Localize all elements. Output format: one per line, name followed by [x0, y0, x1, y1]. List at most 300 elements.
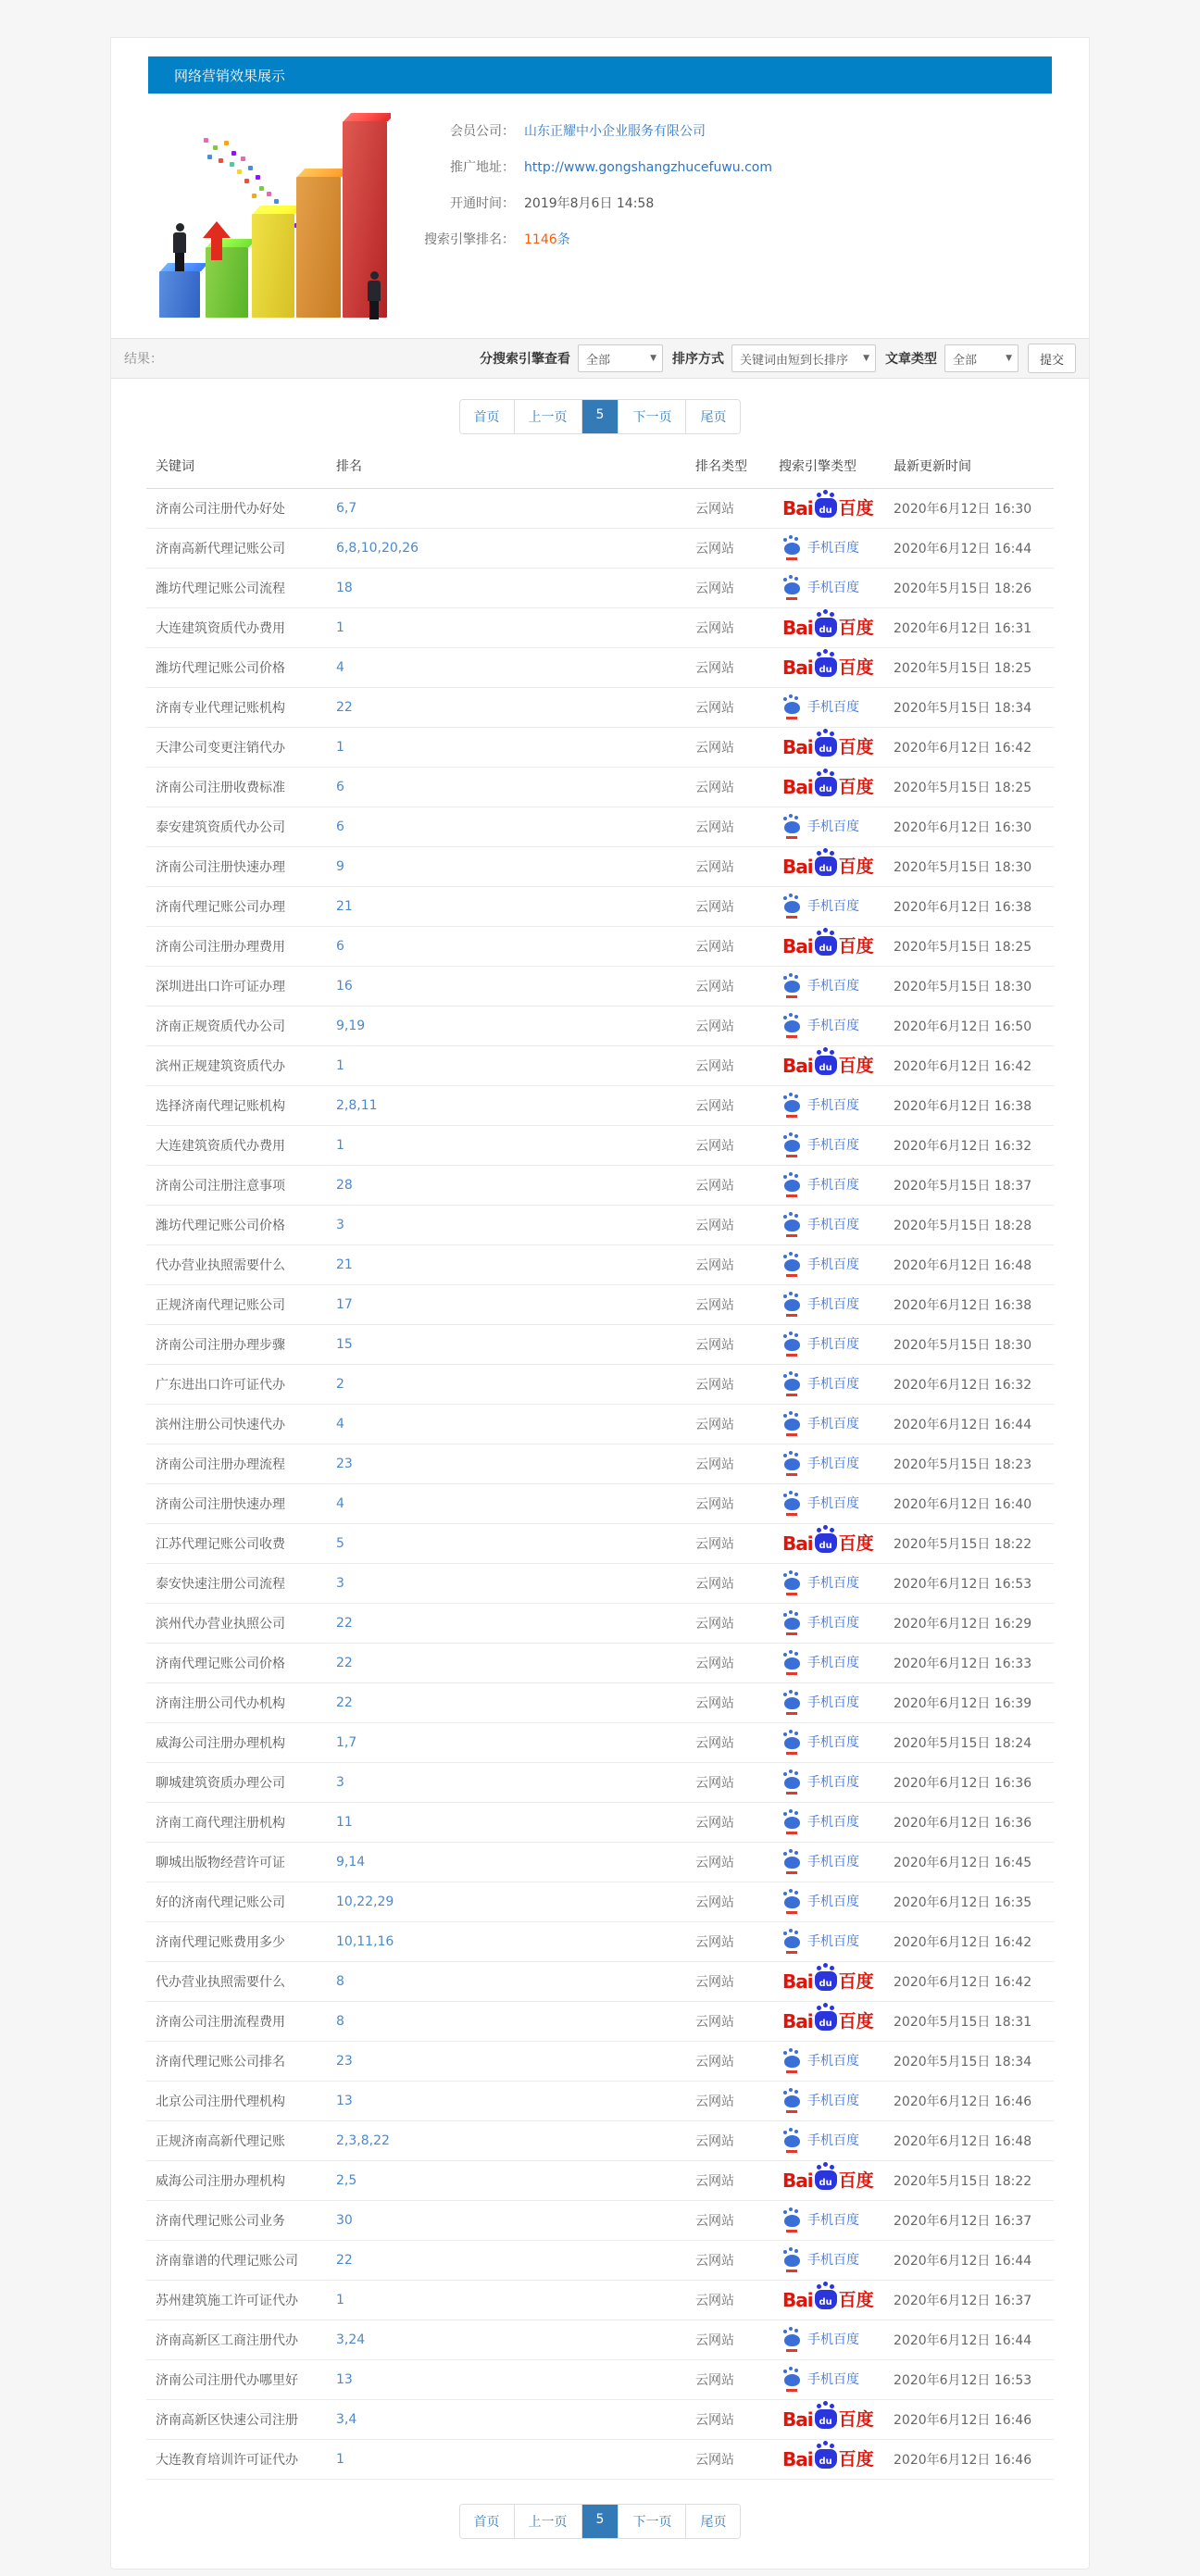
page-item-1[interactable]: 上一页 [514, 400, 581, 433]
update-time-cell: 2020年6月12日 16:38 [894, 900, 1032, 915]
mobile-baidu-label: 手机百度 [807, 1894, 859, 1909]
info-row [411, 194, 772, 212]
engine-cell [779, 1971, 894, 1992]
page-item-2[interactable]: 5 [581, 400, 619, 433]
keyword-cell: 潍坊代理记账公司价格 [156, 661, 285, 676]
mobile-baidu-logo-icon [784, 1732, 859, 1751]
keyword-cell: 济南公司注册办理费用 [156, 940, 285, 955]
rank-type-cell: 云网站 [695, 1378, 734, 1393]
mobile-baidu-paw-icon [784, 901, 800, 913]
rank-type-cell: 云网站 [695, 1935, 734, 1950]
mobile-baidu-logo-icon [784, 2131, 859, 2149]
rank-cell[interactable]: 17 [336, 1297, 353, 1312]
table-row [146, 2281, 1054, 2320]
info-value: 2019年8月6日 14:58 [524, 196, 655, 211]
filter-bar [111, 338, 1089, 379]
mobile-baidu-logo-icon [784, 1852, 859, 1870]
update-time-cell: 2020年6月12日 16:46 [894, 2453, 1032, 2468]
mobile-baidu-label: 手机百度 [807, 1496, 859, 1511]
businessperson-figure [367, 271, 381, 319]
rank-cell[interactable]: 6,7 [336, 501, 357, 516]
engine-cell [779, 1135, 894, 1156]
engine-cell [779, 1255, 894, 1275]
mobile-baidu-label: 手机百度 [807, 1218, 859, 1232]
keyword-cell: 滨州注册公司快速代办 [156, 1418, 285, 1432]
rank-cell[interactable]: 18 [336, 581, 353, 595]
rank-type-cell: 云网站 [695, 860, 734, 875]
mobile-baidu-label: 手机百度 [807, 1934, 859, 1949]
rank-type-cell: 云网站 [695, 1139, 734, 1154]
page-item-3[interactable]: 下一页 [618, 400, 685, 433]
rank-type-cell: 云网站 [695, 1577, 734, 1592]
table-row [146, 1484, 1054, 1524]
engine-cell [779, 1454, 894, 1474]
rank-cell[interactable]: 9 [336, 859, 344, 874]
update-time-cell: 2020年6月12日 16:44 [894, 542, 1032, 556]
rank-cell[interactable]: 2,3,8,22 [336, 2133, 390, 2148]
engine-cell [779, 538, 894, 558]
baidu-paw-icon: du [815, 1056, 837, 1075]
rank-type-cell: 云网站 [695, 1219, 734, 1233]
baidu-logo-name: 百度 [838, 737, 874, 757]
keyword-cell: 济南公司注册注意事项 [156, 1179, 285, 1194]
baidu-paw-icon: du [815, 777, 837, 796]
engine-cell [779, 1374, 894, 1394]
rank-type-cell: 云网站 [695, 542, 734, 556]
rank-cell[interactable]: 2 [336, 1377, 344, 1392]
baidu-logo-bai: Bai [782, 935, 813, 957]
rank-cell[interactable]: 13 [336, 2094, 353, 2108]
update-time-cell: 2020年6月12日 16:39 [894, 1696, 1032, 1711]
table-row [146, 1086, 1054, 1126]
table-row [146, 1166, 1054, 1206]
page-item-1[interactable]: 上一页 [514, 2505, 581, 2538]
keyword-cell: 济南高新区工商注册代办 [156, 2333, 298, 2348]
rank-cell[interactable]: 1 [336, 1138, 344, 1153]
results-table [146, 444, 1054, 2480]
rank-cell[interactable]: 9,14 [336, 1855, 366, 1869]
sort-select[interactable] [731, 344, 876, 372]
rank-cell[interactable]: 4 [336, 1496, 344, 1511]
update-time-cell: 2020年6月12日 16:44 [894, 2254, 1032, 2269]
mobile-baidu-paw-icon [784, 1379, 800, 1391]
info-row [411, 121, 772, 140]
engine-cell [779, 1533, 894, 1554]
rank-cell[interactable]: 1 [336, 2452, 344, 2467]
column-header: 排名 [336, 459, 362, 474]
engine-cell [779, 1573, 894, 1594]
mobile-baidu-logo-icon [784, 1812, 859, 1831]
engine-cell [779, 2170, 894, 2191]
chevron-down-icon: ▼ [650, 354, 656, 363]
rank-cell[interactable]: 5 [336, 1536, 344, 1551]
rank-type-cell: 云网站 [695, 2015, 734, 2030]
baidu-logo-bai: Bai [782, 776, 813, 798]
keyword-cell: 济南公司注册代办好处 [156, 502, 285, 517]
rank-type-cell: 云网站 [695, 1895, 734, 1910]
table-row [146, 2360, 1054, 2400]
rank-cell[interactable]: 3 [336, 1775, 344, 1790]
update-time-cell: 2020年6月12日 16:45 [894, 1856, 1032, 1870]
mobile-baidu-label: 手机百度 [807, 2253, 859, 2268]
mobile-baidu-logo-icon [784, 1454, 859, 1472]
update-time-cell: 2020年6月12日 16:40 [894, 1497, 1032, 1512]
keyword-cell: 聊城出版物经营许可证 [156, 1856, 285, 1870]
baidu-paw-icon: du [815, 1971, 837, 1991]
engine-cell [779, 498, 894, 519]
mobile-baidu-label: 手机百度 [807, 2332, 859, 2347]
baidu-logo-bai: Bai [782, 2408, 813, 2431]
mobile-baidu-paw-icon [784, 1498, 800, 1510]
keyword-cell: 济南专业代理记账机构 [156, 701, 285, 716]
mobile-baidu-label: 手机百度 [807, 1138, 859, 1153]
table-row [146, 688, 1054, 728]
rank-type-cell: 云网站 [695, 1816, 734, 1831]
rank-cell[interactable]: 16 [336, 979, 353, 994]
engine-cell [779, 896, 894, 917]
rank-cell[interactable]: 3,4 [336, 2412, 357, 2427]
rank-cell[interactable]: 6 [336, 780, 344, 794]
engine-cell [779, 777, 894, 797]
rank-cell[interactable]: 22 [336, 1695, 353, 1710]
page-item-4[interactable]: 尾页 [685, 400, 740, 433]
baidu-paw-icon: du [815, 1533, 837, 1553]
mobile-baidu-paw-icon [784, 1737, 800, 1749]
table-row [146, 1126, 1054, 1166]
page-item-0[interactable]: 首页 [460, 400, 514, 433]
update-time-cell: 2020年5月15日 18:30 [894, 980, 1032, 994]
baidu-logo-icon [782, 737, 874, 757]
rank-cell[interactable]: 3 [336, 1218, 344, 1232]
table-row [146, 887, 1054, 927]
table-row [146, 1285, 1054, 1325]
table-row [146, 927, 1054, 967]
rank-type-cell: 云网站 [695, 1059, 734, 1074]
rank-type-cell: 云网站 [695, 2254, 734, 2269]
mobile-baidu-paw-icon [784, 2095, 800, 2107]
mobile-baidu-logo-icon [784, 1135, 859, 1154]
update-time-cell: 2020年6月12日 16:36 [894, 1776, 1032, 1791]
rank-cell[interactable]: 13 [336, 2372, 353, 2387]
rank-cell[interactable]: 22 [336, 2253, 353, 2268]
rank-cell[interactable]: 8 [336, 2014, 344, 2029]
engine-cell [779, 2011, 894, 2032]
page-item-4[interactable]: 尾页 [685, 2505, 740, 2538]
mobile-baidu-label: 手机百度 [807, 2372, 859, 2387]
baidu-logo-bai: Bai [782, 2170, 813, 2192]
table-row [146, 728, 1054, 768]
mobile-baidu-paw-icon [784, 1578, 800, 1590]
keyword-cell: 广东进出口许可证代办 [156, 1378, 285, 1393]
table-row [146, 1046, 1054, 1086]
rank-cell[interactable]: 3,24 [336, 2332, 366, 2347]
update-time-cell: 2020年5月15日 18:28 [894, 1219, 1032, 1233]
baidu-logo-name: 百度 [838, 498, 874, 519]
rank-type-cell: 云网站 [695, 1019, 734, 1034]
rank-type-cell: 云网站 [695, 701, 734, 716]
engine-cell [779, 1175, 894, 1195]
baidu-logo-name: 百度 [838, 2449, 874, 2470]
column-header: 搜索引擎类型 [779, 459, 856, 474]
mobile-baidu-label: 手机百度 [807, 1815, 859, 1830]
update-time-cell: 2020年6月12日 16:30 [894, 820, 1032, 835]
rank-cell[interactable]: 6 [336, 819, 344, 834]
engine-cell [779, 2131, 894, 2151]
mobile-baidu-paw-icon [784, 1896, 800, 1908]
rank-type-cell: 云网站 [695, 820, 734, 835]
rank-type-cell: 云网站 [695, 621, 734, 636]
mobile-baidu-label: 手机百度 [807, 581, 859, 595]
engine-cell [779, 1294, 894, 1315]
keyword-cell: 济南注册公司代办机构 [156, 1696, 285, 1711]
rank-cell[interactable]: 9,19 [336, 1019, 366, 1033]
keyword-cell: 大连建筑资质代办费用 [156, 1139, 285, 1154]
update-time-cell: 2020年6月12日 16:35 [894, 1895, 1032, 1910]
rank-cell[interactable]: 4 [336, 1417, 344, 1432]
update-time-cell: 2020年5月15日 18:23 [894, 1457, 1032, 1472]
rank-type-cell: 云网站 [695, 980, 734, 994]
keyword-cell: 潍坊代理记账公司价格 [156, 1219, 285, 1233]
mobile-baidu-label: 手机百度 [807, 541, 859, 556]
table-row [146, 1604, 1054, 1644]
rank-cell[interactable]: 1 [336, 620, 344, 635]
update-time-cell: 2020年6月12日 16:31 [894, 621, 1032, 636]
baidu-logo-bai: Bai [782, 2289, 813, 2311]
mobile-baidu-paw-icon [784, 1299, 800, 1311]
engine-filter-value: 全部 [585, 353, 610, 368]
mobile-baidu-logo-icon [784, 1414, 859, 1432]
mobile-baidu-label: 手机百度 [807, 1616, 859, 1631]
rank-cell[interactable]: 1 [336, 740, 344, 755]
rank-cell[interactable]: 22 [336, 1656, 353, 1670]
mobile-baidu-paw-icon [784, 2374, 800, 2386]
mobile-baidu-logo-icon [784, 1693, 859, 1711]
mobile-baidu-logo-icon [784, 2250, 859, 2269]
info-label: 会员公司： [450, 124, 515, 139]
rank-cell[interactable]: 2,8,11 [336, 1098, 378, 1113]
mobile-baidu-paw-icon [784, 1100, 800, 1112]
rank-cell[interactable]: 10,22,29 [336, 1894, 394, 1909]
mobile-baidu-label: 手机百度 [807, 1775, 859, 1790]
update-time-cell: 2020年6月12日 16:42 [894, 1059, 1032, 1074]
table-row [146, 1564, 1054, 1604]
mobile-baidu-paw-icon [784, 821, 800, 833]
mobile-baidu-paw-icon [784, 1180, 800, 1192]
rank-type-cell: 云网站 [695, 2413, 734, 2428]
mobile-baidu-paw-icon [784, 1458, 800, 1470]
table-row [146, 1444, 1054, 1484]
update-time-cell: 2020年5月15日 18:31 [894, 2015, 1032, 2030]
main-card [110, 37, 1090, 2570]
engine-cell [779, 2250, 894, 2270]
keyword-cell: 威海公司注册办理机构 [156, 1736, 285, 1751]
info-value[interactable]: http://www.gongshangzhucefuwu.com [524, 160, 773, 175]
rank-cell[interactable]: 15 [336, 1337, 353, 1352]
title-bar [148, 56, 1052, 94]
page-item-0[interactable]: 首页 [460, 2505, 514, 2538]
page-title: 网络营销效果展示 [174, 67, 286, 84]
mobile-baidu-label: 手机百度 [807, 1257, 859, 1272]
table-row [146, 1803, 1054, 1843]
rank-cell[interactable]: 4 [336, 660, 344, 675]
mobile-baidu-paw-icon [784, 1618, 800, 1630]
engine-cell [779, 976, 894, 996]
baidu-logo-name: 百度 [838, 2409, 874, 2430]
table-row [146, 1524, 1054, 1564]
keyword-cell: 江苏代理记账公司收费 [156, 1537, 285, 1552]
rank-type-cell: 云网站 [695, 1258, 734, 1273]
mobile-baidu-paw-icon [784, 1936, 800, 1948]
keyword-cell: 济南公司注册流程费用 [156, 2015, 285, 2030]
rank-cell[interactable]: 1 [336, 2293, 344, 2307]
mobile-baidu-logo-icon [784, 1374, 859, 1393]
rank-cell[interactable]: 28 [336, 1178, 353, 1193]
rank-cell[interactable]: 3 [336, 1576, 344, 1591]
mobile-baidu-label: 手机百度 [807, 2213, 859, 2228]
baidu-logo-bai: Bai [782, 1970, 813, 1993]
keyword-cell: 济南高新代理记账公司 [156, 542, 285, 556]
mobile-baidu-label: 手机百度 [807, 899, 859, 914]
mobile-baidu-logo-icon [784, 2091, 859, 2109]
update-time-cell: 2020年6月12日 16:46 [894, 2095, 1032, 2109]
table-row [146, 569, 1054, 608]
rank-type-cell: 云网站 [695, 2095, 734, 2109]
keyword-cell: 济南正规资质代办公司 [156, 1019, 285, 1034]
mobile-baidu-paw-icon [784, 2135, 800, 2147]
rank-cell[interactable]: 21 [336, 1257, 353, 1272]
mobile-baidu-label: 手机百度 [807, 1297, 859, 1312]
keyword-cell: 正规济南代理记账公司 [156, 1298, 285, 1313]
rank-cell[interactable]: 11 [336, 1815, 353, 1830]
baidu-logo-icon [782, 2290, 874, 2309]
engine-cell [779, 2210, 894, 2231]
rank-cell[interactable]: 2,5 [336, 2173, 357, 2188]
engine-cell [779, 2051, 894, 2071]
mobile-baidu-paw-icon [784, 1419, 800, 1431]
baidu-paw-icon: du [815, 737, 837, 757]
rank-cell[interactable]: 30 [336, 2213, 353, 2228]
keyword-cell: 正规济南高新代理记账 [156, 2134, 285, 2149]
sort-value: 关键词由短到长排序 [739, 353, 848, 368]
rank-cell[interactable]: 1,7 [336, 1735, 357, 1750]
submit-button[interactable]: 提交 [1028, 344, 1076, 373]
baidu-paw-icon: du [815, 2449, 837, 2469]
engine-cell [779, 697, 894, 718]
rank-cell[interactable]: 22 [336, 700, 353, 715]
page-item-2[interactable]: 5 [581, 2505, 619, 2538]
column-header: 最新更新时间 [894, 459, 971, 474]
rank-cell[interactable]: 6,8,10,20,26 [336, 541, 419, 556]
update-time-cell: 2020年5月15日 18:30 [894, 860, 1032, 875]
engine-cell [779, 657, 894, 678]
mobile-baidu-label: 手机百度 [807, 1576, 859, 1591]
rank-type-cell: 云网站 [695, 1856, 734, 1870]
info-section [111, 94, 1089, 332]
update-time-cell: 2020年6月12日 16:29 [894, 1617, 1032, 1632]
engine-cell [779, 1772, 894, 1793]
baidu-paw-icon: du [815, 936, 837, 956]
engine-cell [779, 1414, 894, 1434]
table-row [146, 1843, 1054, 1882]
rank-cell[interactable]: 22 [336, 1616, 353, 1631]
baidu-logo-name: 百度 [838, 857, 874, 877]
info-value[interactable]: 山东正耀中小企业服务有限公司 [524, 124, 706, 139]
table-row [146, 967, 1054, 1007]
rank-type-cell: 云网站 [695, 2214, 734, 2229]
update-time-cell: 2020年5月15日 18:30 [894, 1338, 1032, 1353]
baidu-logo-name: 百度 [838, 657, 874, 678]
table-row [146, 2002, 1054, 2042]
mobile-baidu-logo-icon [784, 2330, 859, 2348]
baidu-paw-icon: du [815, 2290, 837, 2309]
keyword-cell: 济南高新区快速公司注册 [156, 2413, 298, 2428]
mobile-baidu-paw-icon [784, 1020, 800, 1032]
info-list [411, 108, 772, 321]
keyword-cell: 济南公司注册办理流程 [156, 1457, 285, 1472]
rank-cell[interactable]: 10,11,16 [336, 1934, 394, 1949]
baidu-logo-bai: Bai [782, 736, 813, 758]
engine-cell [779, 618, 894, 638]
rank-cell[interactable]: 21 [336, 899, 353, 914]
page-item-3[interactable]: 下一页 [618, 2505, 685, 2538]
info-row [411, 230, 772, 248]
engine-cell [779, 2370, 894, 2390]
baidu-logo-bai: Bai [782, 2010, 813, 2032]
update-time-cell: 2020年6月12日 16:36 [894, 1816, 1032, 1831]
info-label: 搜索引擎排名： [424, 232, 515, 247]
keyword-cell: 代办营业执照需要什么 [156, 1975, 285, 1990]
mobile-baidu-paw-icon [784, 1140, 800, 1152]
keyword-cell: 济南代理记账公司排名 [156, 2055, 285, 2070]
baidu-logo-bai: Bai [782, 617, 813, 639]
engine-cell [779, 2409, 894, 2430]
table-row [146, 529, 1054, 569]
engine-filter-select[interactable] [578, 344, 663, 372]
table-row [146, 847, 1054, 887]
keyword-cell: 济南公司注册代办哪里好 [156, 2373, 298, 2388]
update-time-cell: 2020年6月12日 16:46 [894, 2413, 1032, 2428]
chart-bar-blue [159, 271, 200, 318]
baidu-logo-name: 百度 [838, 2170, 874, 2191]
up-arrow-icon [211, 236, 222, 260]
engine-cell [779, 1812, 894, 1832]
rank-type-cell: 云网站 [695, 2134, 734, 2149]
rank-type-cell: 云网站 [695, 581, 734, 596]
rank-type-cell: 云网站 [695, 502, 734, 517]
baidu-paw-icon: du [815, 857, 837, 876]
update-time-cell: 2020年6月12日 16:53 [894, 1577, 1032, 1592]
table-row [146, 2082, 1054, 2121]
rank-cell[interactable]: 8 [336, 1974, 344, 1989]
update-time-cell: 2020年6月12日 16:50 [894, 1019, 1032, 1034]
article-type-label: 文章类型 [884, 352, 937, 367]
mobile-baidu-logo-icon [784, 1095, 859, 1114]
mobile-baidu-paw-icon [784, 2334, 800, 2346]
update-time-cell: 2020年6月12日 16:44 [894, 2333, 1032, 2348]
mobile-baidu-logo-icon [784, 2210, 859, 2229]
rank-cell[interactable]: 6 [336, 939, 344, 954]
table-row [146, 2121, 1054, 2161]
update-time-cell: 2020年5月15日 18:26 [894, 581, 1032, 596]
rank-cell[interactable]: 23 [336, 2054, 353, 2069]
info-row [411, 157, 772, 176]
mobile-baidu-logo-icon [784, 1613, 859, 1632]
article-type-select[interactable] [944, 344, 1019, 372]
engine-cell [779, 578, 894, 598]
update-time-cell: 2020年6月12日 16:42 [894, 741, 1032, 756]
rank-cell[interactable]: 1 [336, 1058, 344, 1073]
rank-cell[interactable]: 23 [336, 1457, 353, 1471]
